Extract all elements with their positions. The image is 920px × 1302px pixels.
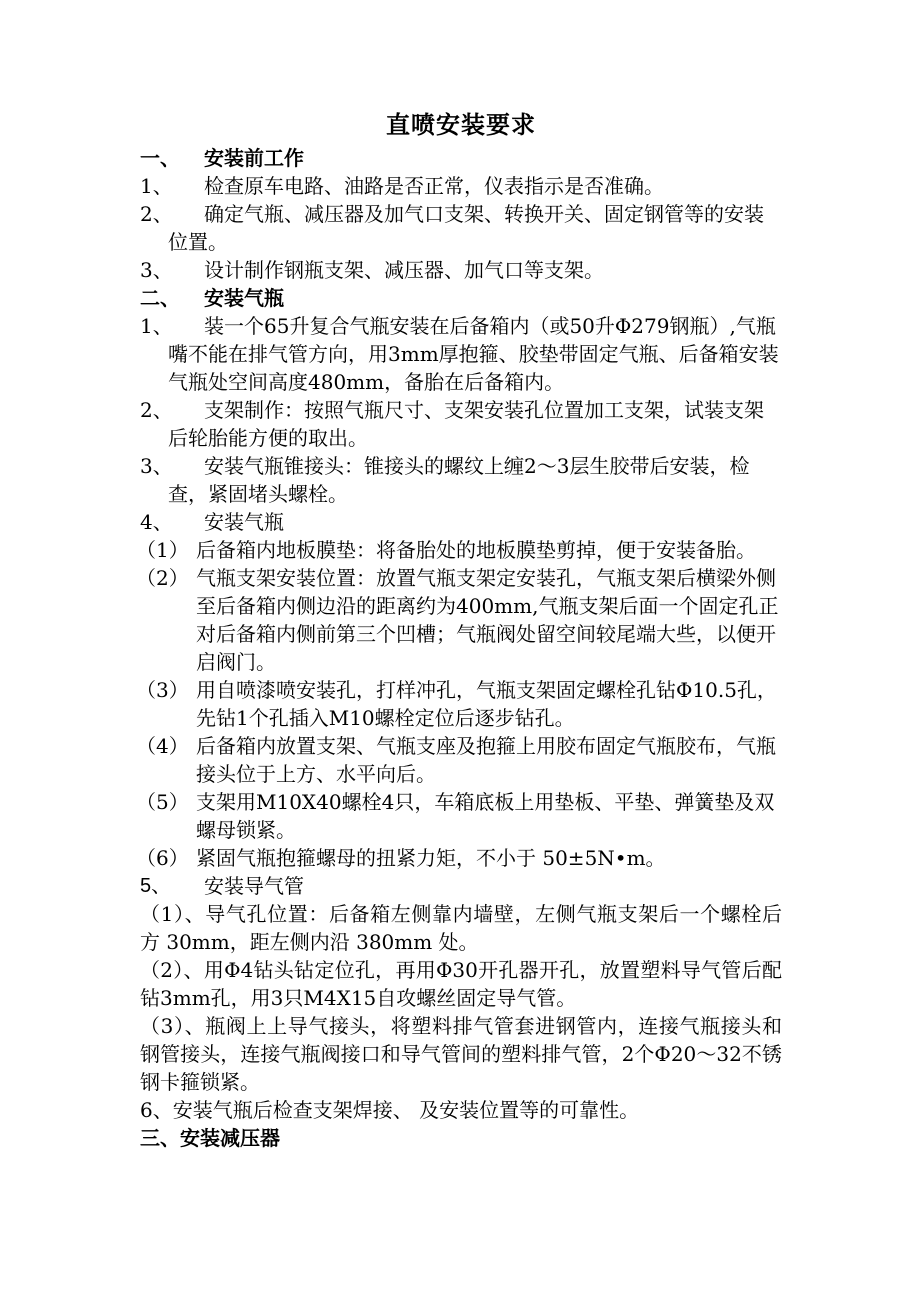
list-item — [140, 256, 782, 284]
paragraph: （3）、瓶阀上上导气接头，将塑料排气管套进钢管内，连接气瓶接头和钢管接头，连接气瓶阀接口和导气管间的塑料排气管，2个Φ20～32不锈钢卡箍锁紧。 — [140, 1014, 782, 1094]
section-number: 二、 — [140, 286, 180, 310]
sub-item-number: （6） — [136, 846, 189, 870]
item-number: 2、 — [140, 202, 173, 226]
item-text: 装一个65升复合气瓶安装在后备箱内（或50升Φ279钢瓶）,气瓶嘴不能在排气管方向，用3mm厚抱箍、胶垫带固定气瓶、后备箱安装气瓶处空间高度480mm，备胎在后备箱内。 — [168, 314, 779, 394]
section-heading-1 — [140, 144, 782, 172]
list-item — [140, 872, 782, 900]
item-number: 3、 — [140, 258, 173, 282]
item-number: 1、 — [140, 174, 173, 198]
list-item — [140, 452, 782, 508]
item-text: 确定气瓶、减压器及加气口支架、转换开关、固定钢管等的安装位置。 — [168, 202, 764, 254]
list-item — [140, 200, 782, 256]
sub-item-text: 紧固气瓶抱箍螺母的扭紧力矩，不小于 50±5N•m。 — [196, 846, 666, 870]
section-title: 安装气瓶 — [204, 286, 284, 310]
section-heading-2 — [140, 284, 782, 312]
paragraph: （2）、用Φ4钻头钻定位孔，再用Φ30开孔器开孔，放置塑料导气管后配钻3mm孔，用3只M4X15自攻螺丝固定导气管。 — [140, 958, 782, 1010]
item-text: 安装导气管 — [204, 874, 304, 898]
item-number: 3、 — [140, 454, 173, 478]
list-item — [140, 396, 782, 452]
paragraph: 6、安装气瓶后检查支架焊接、 及安装位置等的可靠性。 — [140, 1098, 640, 1122]
list-item — [140, 172, 782, 200]
section-title: 安装前工作 — [204, 146, 304, 170]
sub-item — [136, 844, 782, 872]
item-number: 2、 — [140, 398, 173, 422]
section-title: 三、安装减压器 — [140, 1126, 280, 1150]
sub-item — [136, 676, 782, 732]
section-number: 一、 — [140, 146, 180, 170]
sub-item-number: （1） — [136, 538, 189, 562]
item-text: 安装气瓶 — [204, 510, 284, 534]
item-text: 支架制作：按照气瓶尺寸、支架安装孔位置加工支架，试装支架后轮胎能方便的取出。 — [168, 398, 764, 450]
item-number: 5、 — [140, 875, 172, 897]
section-heading-3 — [140, 1124, 782, 1152]
sub-item-text: 后备箱内放置支架、气瓶支座及抱箍上用胶布固定气瓶胶布，气瓶接头位于上方、水平向后。 — [196, 734, 776, 786]
sub-item-number: （2） — [136, 566, 189, 590]
sub-item-text: 气瓶支架安装位置：放置气瓶支架定安装孔，气瓶支架后横梁外侧至后备箱内侧边沿的距离约为400mm,气瓶支架后面一个固定孔正对后备箱内侧前第三个凹槽；气瓶阀处留空间较尾端大些，以便开启阀门。 — [196, 566, 779, 674]
paragraph: （1）、导气孔位置：后备箱左侧靠内墙壁，左侧气瓶支架后一个螺栓后方 30mm，距左侧内沿 380mm 处。 — [140, 902, 782, 954]
sub-item — [136, 788, 782, 844]
item-number: 4、 — [140, 510, 173, 534]
list-item — [140, 312, 782, 396]
sub-item-text: 后备箱内地板膜垫：将备胎处的地板膜垫剪掉，便于安装备胎。 — [196, 538, 756, 562]
item-text: 安装气瓶锥接头：锥接头的螺纹上缠2～3层生胶带后安装，检查，紧固堵头螺栓。 — [168, 454, 750, 506]
document-title: 直喷安装要求 — [386, 110, 536, 139]
item-text: 检查原车电路、油路是否正常，仪表指示是否准确。 — [204, 174, 664, 198]
sub-item-text: 支架用M10X40螺栓4只，车箱底板上用垫板、平垫、弹簧垫及双螺母锁紧。 — [196, 790, 775, 842]
item-number: 1、 — [140, 314, 173, 338]
sub-item — [136, 564, 782, 676]
sub-item-number: （5） — [136, 790, 189, 814]
sub-item — [136, 732, 782, 788]
document-page — [136, 108, 782, 1152]
sub-item — [136, 536, 782, 564]
sub-item-number: （3） — [136, 678, 189, 702]
list-item — [140, 508, 782, 536]
sub-item-number: （4） — [136, 734, 189, 758]
item-text: 设计制作钢瓶支架、减压器、加气口等支架。 — [204, 258, 604, 282]
sub-item-text: 用自喷漆喷安装孔，打样冲孔，气瓶支架固定螺栓孔钻Φ10.5孔，先钻1个孔插入M10螺栓定位后逐步钻孔。 — [196, 678, 777, 730]
